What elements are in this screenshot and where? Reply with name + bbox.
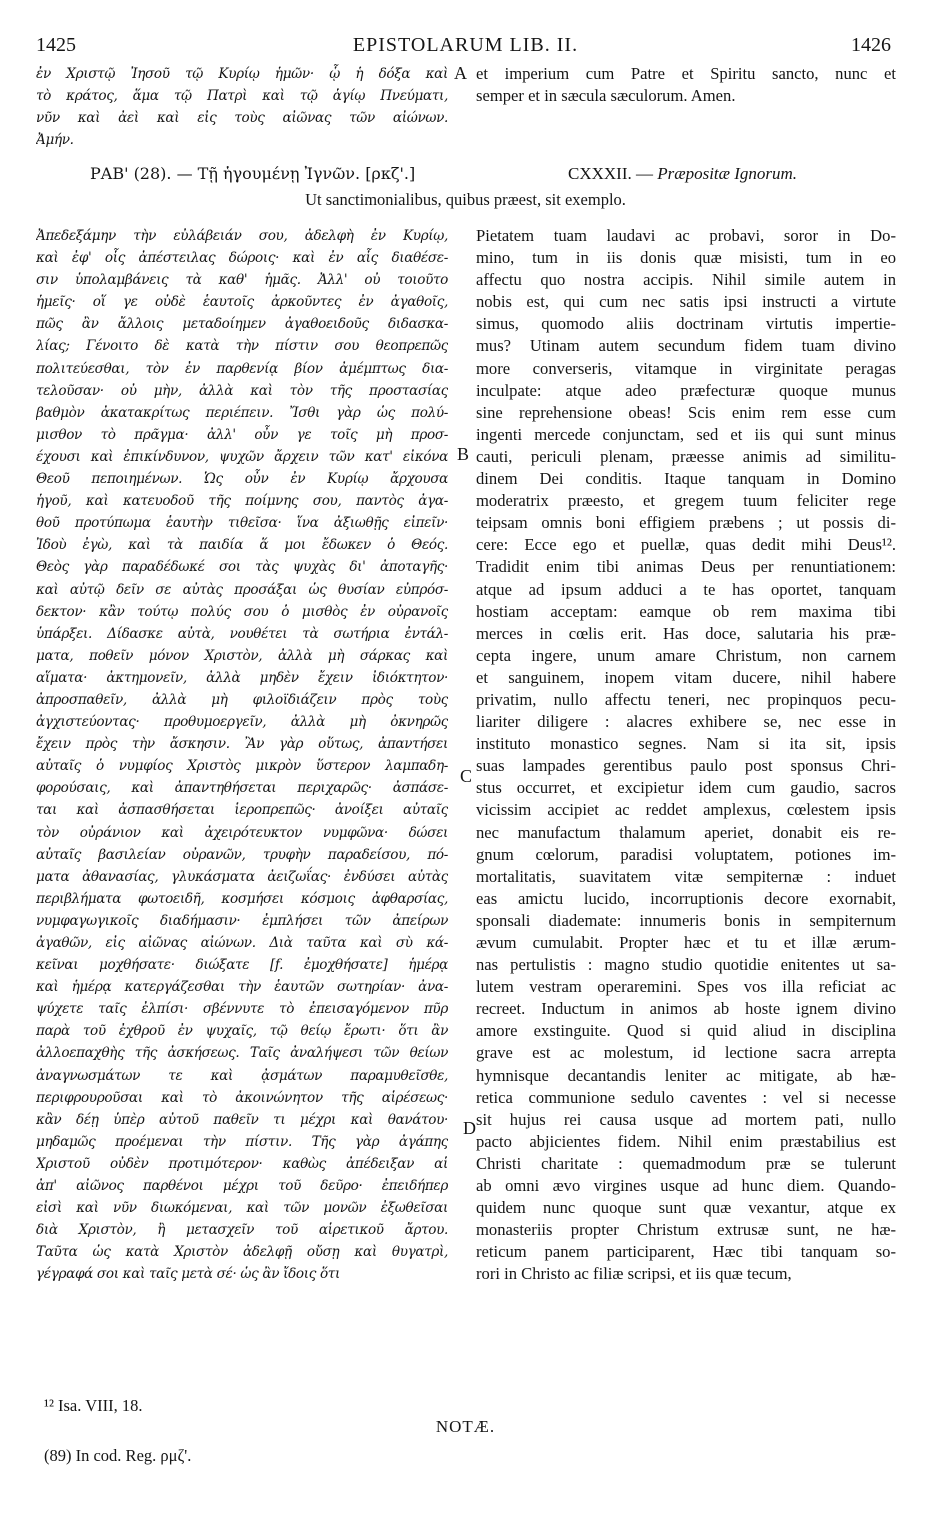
latin-text-line: atque ad ipsum adduci a te has oportet, tanquam <box>476 579 896 599</box>
greek-text-line: νυμφαγωγικοῖς διαδήμασιν· ἐμπλήσει τῶν ἀπείρων <box>36 912 448 929</box>
latin-text-line: sine reprehensione obeas! Scis enim rem esse cum <box>476 402 896 422</box>
latin-letter-number: CXXXII. — <box>568 164 653 183</box>
greek-text-line: Ἀπεδεξάμην τὴν εὐλάβειάν σου, ἀδελφὴ ἐν Κυρίῳ, <box>36 228 448 244</box>
greek-text-line: κἂν δέῃ ὑπὲρ αὐτοῦ παθεῖν τι μέχρι καὶ θανάτου· <box>36 1111 448 1128</box>
latin-text-line: mus? Utinam autem secundum fidem tuam divino <box>476 336 896 356</box>
latin-text-line: nas pertulistis : magno studio quotidie enitentes ut sa- <box>476 955 896 975</box>
greek-text-line: γέγραφά σοι καὶ ταῖς μετὰ σέ· ὡς ἂν ἴδοις ὅτι <box>36 1266 340 1283</box>
greek-text-line: παρὰ τοῦ ἐχθροῦ ἐν ψυχαῖς, τῷ θείῳ ἔρωτι· ὅτι ἂν <box>36 1023 448 1040</box>
greek-text-line: ἡγοῦ, καὶ κατευοδοῦ τῆς ποίμνης σου, παντὸς ἀγα- <box>36 493 448 510</box>
latin-text-line: dinem Dei conditis. Itaque tanquam in Domino <box>476 469 896 489</box>
latin-text-line: instituto monastico segnes. Nam si ita sit, ipsis <box>476 734 896 754</box>
latin-text-line: teipsam omnis boni effigiem præbens ; ut possis di- <box>476 513 896 533</box>
latin-text-line: liariter diligere : alacres exhibere se, nec esse in <box>476 712 896 732</box>
greek-text-line: ἔχειν πρὸς τὴν ἄσκησιν. Ἂν γὰρ οὕτως, ἀπαντήσει <box>36 736 448 753</box>
right-page-number: 1426 <box>851 34 891 56</box>
latin-text-line: mino, tum in iis donis quæ misisti, tum in eo <box>476 248 896 268</box>
latin-letter-heading <box>568 164 898 184</box>
greek-text-line: βαθμὸν ἀκατακρίτως περιέπειν. Ἴσθι γὰρ ὡς πολύ- <box>36 404 448 421</box>
greek-text-line: περιφρουροῦσαι καὶ τὸ ἀκοινώνητον τῆς αἱρέσεως· <box>36 1089 448 1106</box>
latin-text-line: reticum panem participarent, Hæc tibi tanquam so- <box>476 1242 896 1262</box>
margin-letter-a: A <box>454 63 467 83</box>
notae-heading: NOTÆ. <box>435 1417 496 1436</box>
latin-text-line: privatim, nullo affectu teneri, nec propinquos pecu- <box>476 689 896 709</box>
greek-text-line: διὰ Χριστὸν, ἢ μετασχεῖν τοῦ αἱρετικοῦ ἄρτου. <box>36 1222 448 1239</box>
greek-letter-title: ΡΑΒ' (28). — Τῇ ἡγουμένῃ Ἰγνῶν. <box>90 164 361 183</box>
letter-subtitle: Ut sanctimonialibus, quibus præest, sit exemplo. <box>305 190 626 209</box>
greek-text-line: ψύχετε ταῖς ἐλπίσι· σβέννυτε τὸ ἐπεισαγόμενον πῦρ <box>36 1001 448 1018</box>
greek-text-line: ἀπ' αἰῶνος παρθένοι μέχρι τοῦ δεῦρο· ἐπειδήπερ <box>36 1178 448 1195</box>
latin-text-line: et sanguinem, inopem vitam ducere, nihil habere <box>476 667 896 687</box>
greek-text-line: ὑπάρξει. Δίδασκε αὐτὰ, νουθέτει τὰ σωτήρια ἐντάλ- <box>36 625 448 642</box>
latin-column-top <box>476 63 896 107</box>
greek-text-line: πολιτεύεσθαι, τὸν ἐν παρθενίᾳ βίον ἀμέμπτως δια- <box>36 360 448 377</box>
greek-text-line: εἰσὶ καὶ νῦν διωκόμεναι, καὶ τῶν μονῶν ἐξωθεῖσαι <box>36 1200 448 1217</box>
greek-text-line: λίας; Γένοιτο δὲ κατὰ τὴν πίστιν σου θεοπρεπῶς <box>36 338 448 355</box>
latin-text-line: suas lampades gerentibus paulo post sponsus Chri- <box>476 756 896 776</box>
latin-text-line: grave est ac molestum, id lectione sacra arrepta <box>476 1043 896 1063</box>
greek-text-line: ἀπροσπαθεῖν, ἀλλὰ μὴ φιλοϊδιάζειν πρὸς τοὺς <box>36 691 448 708</box>
footnote: ¹² Isa. VIII, 18. <box>44 1396 143 1415</box>
greek-text-line: ἀγαθῶν, εἰς αἰῶνας αἰώνων. Διὰ ταῦτα καὶ σὺ κά- <box>36 935 448 951</box>
latin-text-line: retica communione sedulo caventes : vel si necesse <box>476 1087 896 1107</box>
greek-text-line: θοῦ προτύπωμα ἑαυτὴν τιθεῖσα· ἵνα ἀξιωθῇς εἰπεῖν· <box>36 515 448 532</box>
latin-column-body <box>476 225 896 1286</box>
latin-text-line: simus, quomodo aliis doctrinam virtutis impertie- <box>476 314 896 334</box>
greek-text-line: ἀγχιστεύοντας· προθυμοεργεῖν, ἀλλὰ μὴ ὀκνηρῶς <box>36 714 448 731</box>
greek-text-line: νῦν καὶ ἀεὶ καὶ εἰς τοὺς αἰῶνας τῶν αἰώνων. <box>36 110 448 127</box>
greek-text-line: μισθον τὸ πρᾶγμα· ἀλλ' οὖν γε τοῖς μὴ προσ- <box>36 426 448 443</box>
latin-text-line: ævum cumulabit. Propter hæc et tu et illæ ærum- <box>476 933 896 952</box>
greek-column-body <box>36 225 448 1286</box>
greek-text-line: σιν ὑπολαμβάνεις τὰ καθ' ἡμᾶς. Ἀλλ' οὐ τοιοῦτο <box>36 272 448 289</box>
latin-text-line: lutem vestram operaremini. Spes vos illa reficiat ac <box>476 977 896 997</box>
greek-text-line: τὸ κράτος, ἅμα τῷ Πατρὶ καὶ τῷ ἁγίῳ Πνεύματι, <box>36 88 448 105</box>
latin-letter-title: Præpositæ Ignorum. <box>657 164 798 183</box>
latin-text-line: cere: Ecce ego et puellæ, quas dedit mihi Deus¹². <box>476 535 896 555</box>
greek-text-line: φορούσαις, καὶ ἀπαντηθήσεται περιχαρῶς· ἀσπάσε- <box>36 780 448 797</box>
greek-text-line: μηδαμῶς προέμεναι τὴν πίστιν. Τῆς γὰρ ἀγάπης <box>36 1133 448 1150</box>
latin-text-line: more converseris, vitamque in virginitate peragas <box>476 358 896 378</box>
latin-text-line: merces in cœlis erit. Has doce, salutaria his præ- <box>476 623 896 643</box>
greek-text-line: ται καὶ ἀσπασθήσεται ἱεροπρεπῶς· ἀνοίξει αὐταῖς <box>36 802 448 819</box>
running-title: EPISTOLARUM LIB. II. <box>352 34 579 56</box>
latin-text-line: vicissim accipiet ac reddet amplexus, cœlestem ipsis <box>476 800 896 820</box>
greek-text-line: τελοῦσαν· οὐ μὴν, ἀλλὰ καὶ τὸν τῆς προστασίας <box>36 382 448 399</box>
latin-text-line: mortalitatis, suavitatem vitæ sempiternæ : induet <box>476 866 896 886</box>
greek-text-line: καὶ αὐτῷ δεῖν σε αὐτὰς προσάξαι ὡς θυσίαν εὐπρόσ- <box>36 581 448 598</box>
greek-text-line: ἡμεῖς· οἵ γε οὐδὲ ἑαυτοῖς ἀρκοῦντες ἐν ἀγαθοῖς, <box>36 294 448 311</box>
latin-text-line: affectu quo nostra accipis. Nihil simile autem in <box>476 270 896 290</box>
greek-text-line: ἐν Χριστῷ Ἰησοῦ τῷ Κυρίῳ ἡμῶν· ᾧ ἡ δόξα καὶ <box>36 66 448 82</box>
greek-text-line: τὸν οὐράνιον καὶ ἀχειρότευκτον νυμφῶνα· δώσει <box>36 824 448 841</box>
greek-text-line: ἀλλοεπαχθὴς τῆς ἀσκήσεως. Ταῖς ἀναλήψεσι τῶν θείων <box>36 1045 448 1062</box>
greek-column-top <box>36 63 448 151</box>
latin-text-line: nobis est, qui cum nec satis ipsi instructi a virtute <box>476 292 896 312</box>
latin-text-line: pacto abjicientes fidem. Nihil enim præstabilius est <box>476 1131 896 1151</box>
latin-text-line: sit hujus rei causa usque ad mortem pati, nullo <box>476 1109 896 1129</box>
latin-text-line: et imperium cum Patre et Spiritu sancto, nunc et <box>476 64 896 83</box>
greek-text-line: δεκτον· κἂν τούτῳ πολύς σου ὁ μισθὸς ἐν οὐρανοῖς <box>36 603 448 620</box>
latin-text-line: monasteriis propter Christum extrusæ sunt, ne hæ- <box>476 1220 896 1240</box>
latin-text-line: semper et in sæcula sæculorum. Amen. <box>476 86 736 106</box>
greek-letter-note: [ρκζ'.] <box>365 164 416 183</box>
greek-text-line: ματα ἀθανασίας, γλυκάσματα ἀειζωΐας· ἐνδύσει αὐτὰς <box>36 868 448 885</box>
greek-text-line: κεῖναι μοχθήσατε· διώξατε [f. ἐμοχθήσατε] ἡμέρᾳ <box>36 957 448 974</box>
latin-text-line: eas amictu lucido, incorruptionis decore exornabit, <box>476 888 896 908</box>
greek-text-line: Θεὸς γὰρ παραδέδωκέ σοι τὰς ψυχὰς δι' ἀποταγῆς· <box>36 559 448 576</box>
note-89: (89) In cod. Reg. ρμζ'. <box>44 1446 192 1465</box>
margin-letter-b: B <box>457 444 470 464</box>
latin-text-line: Pietatem tuam laudavi ac probavi, soror in Do- <box>476 226 896 245</box>
latin-text-line: nec manufactum thalamum aperiet, donabit eis re- <box>476 822 896 842</box>
latin-text-line: cauti, periculi plenam, præesse animis ad similitu- <box>476 446 896 466</box>
latin-text-line: Tradidit enim tibi animas Deus per renuntiationem: <box>476 557 896 577</box>
greek-text-line: καὶ ἡμέρᾳ κατεργάζεσθαι τὴν ἑαυτῶν σωτηρίαν· ἀνα- <box>36 979 448 996</box>
latin-text-line: cepta ingere, unum amare Christum, non carnem <box>476 645 896 665</box>
latin-text-line: hostiam acceptam: eamque ob rem maxima tibi <box>476 601 896 621</box>
greek-text-line: καὶ ἐφ' οἷς ἀπέστειλας δώροις· καὶ ἐν αἷς διαθέσε- <box>36 250 448 267</box>
greek-text-line: Θεοῦ πεποιημένων. Ὡς οὖν ἐν Κυρίῳ ἄρχουσα <box>36 471 448 488</box>
latin-text-line: sponsali diademate: innumeris bonis in sempiternum <box>476 910 896 930</box>
latin-text-line: Christi charitate : quemadmodum præ se tulerunt <box>476 1153 896 1173</box>
latin-text-line: stus occurret, et excipietur idem cum gaudio, sacros <box>476 778 896 798</box>
latin-text-line: moderatrix præesto, et gregem tuum feliciter rege <box>476 491 896 511</box>
latin-text-line: inculpate: atque adeo præfecturæ quoque munus <box>476 380 896 400</box>
greek-text-line: έχουσι καὶ ἐπικίνδυνον, ψυχῶν ἄρχειν τῶν κατ' εἰκόνα <box>36 448 448 465</box>
running-header <box>0 34 931 58</box>
greek-text-line: αὐταῖς βασιλείαν οὐρανῶν, τρυφὴν παραδείσου, πό- <box>36 846 448 863</box>
latin-text-line: amore exstinguite. Quod si quid aliud in disciplina <box>476 1021 896 1041</box>
latin-text-line: quidem nunc quoque sunt quæ vexantur, atque ex <box>476 1198 896 1218</box>
greek-text-line: Χριστοῦ οὐδὲν προτιμότερον· καθὼς ἀπέδειξαν αἱ <box>36 1155 448 1172</box>
greek-letter-heading <box>90 164 450 183</box>
latin-text-line: ab omni ævo virgines usque ad hunc diem. Quando- <box>476 1176 896 1196</box>
greek-text-line: Ἰδοὺ ἐγὼ, καὶ τὰ παιδία ἅ μοι ἔδωκεν ὁ Θεός. <box>36 537 448 554</box>
greek-text-line: ματα, ποθεῖν μόνον Χριστὸν, ἀλλὰ μὴ σάρκας καὶ <box>36 647 448 664</box>
margin-letter-d: D <box>463 1118 476 1138</box>
margin-letter-c: C <box>460 766 473 786</box>
latin-text-line: gnum cœlorum, paradisi voluptatem, potiones im- <box>476 844 896 864</box>
latin-text-line: ingenti mercede conjunctam, sed et iis qui sunt minus <box>476 424 896 444</box>
greek-text-line: περιβλήματα φωτοειδῆ, κοσμήσει κόσμοις ἀφθαρσίας, <box>36 890 448 907</box>
left-page-number: 1425 <box>36 34 76 56</box>
greek-text-line: πῶς ἂν ἄλλοις μεταδοίημεν ἀγαθοειδοῦς διδασκα- <box>36 316 448 333</box>
latin-text-line: rori in Christo ac filiæ scripsi, et iis quæ tecum, <box>476 1264 792 1284</box>
greek-text-line: αὐταῖς ὁ νυμφίος Χριστὸς μικρὸν ὕστερον λαμπαδη- <box>36 758 448 775</box>
greek-text-line: αἵματα· ἀκτημονεῖν, ἀλλὰ μηδὲν ἔχειν ἰδιόκτητον· <box>36 669 448 686</box>
greek-text-line: Ταῦτα ὡς κατὰ Χριστὸν ἀδελφῇ οὔσῃ καὶ θυγατρὶ, <box>36 1244 448 1261</box>
latin-text-line: hymnisque decantandis leniter ac mitigate, ab hæ- <box>476 1065 896 1085</box>
latin-text-line: recreet. Inductum in animos ab hoste ignem divino <box>476 999 896 1019</box>
greek-text-line: ἀναγνωσμάτων τε καὶ ᾀσμάτων παραμυθεῖσθε, <box>36 1067 448 1084</box>
greek-text-line: Ἀμήν. <box>36 132 74 149</box>
